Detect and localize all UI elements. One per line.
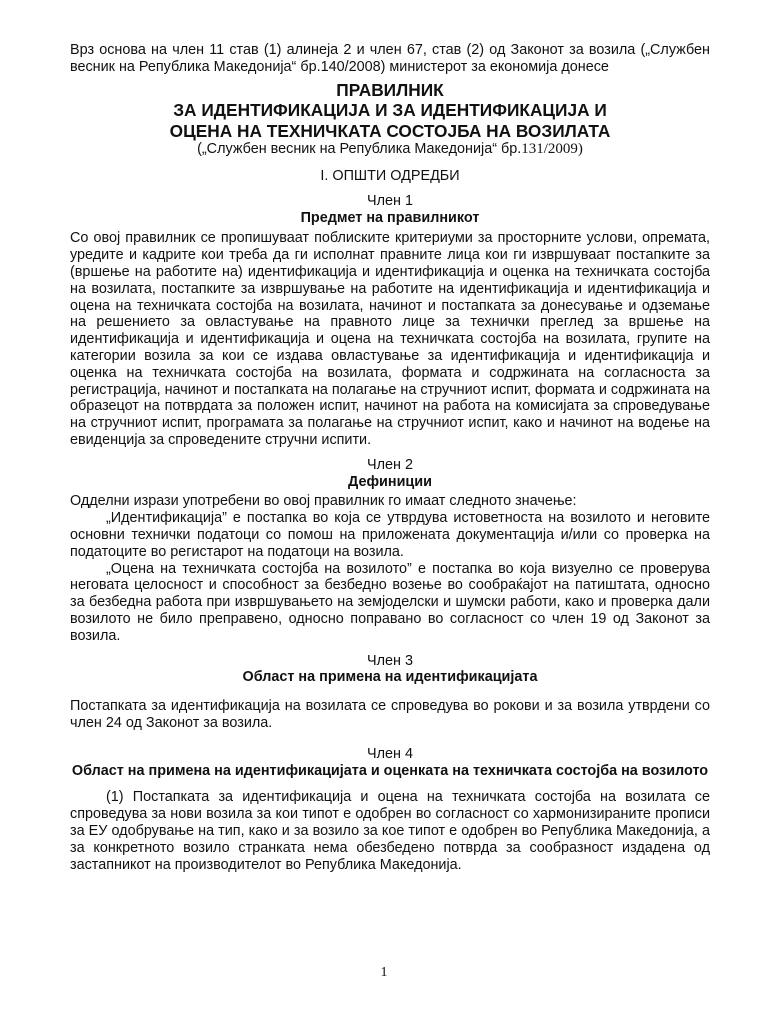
title-line-3: ОЦЕНА НА ТЕХНИЧКАТА СОСТОЈБА НА ВОЗИЛАТА <box>169 120 611 141</box>
gazette-prefix: („Службен весник на Република Македонија“ бр. <box>197 141 522 158</box>
gazette-reference <box>70 141 710 158</box>
article-1-title: Предмет на правилникот <box>300 209 480 226</box>
article-2-number: Член 2 <box>367 456 413 473</box>
section-heading: I. ОПШТИ ОДРЕДБИ <box>320 168 460 185</box>
article-1-paragraph: Со овој правилник се пропишуваат поблиските критериуми за просторните услови, опремата, уредите и кадрите кои треба да ги исполнат правните лица кои ги извршуваат постапките за (вршење на работите на) идентификација и идентификација и оценка на техничката состојба на возилата, постапките за извршување на работите на идентификација и идентификација и оцена на техничката состојба на возилата, начинот и постапката за донесување и одземање на решението за овластување на правното лице за технички преглед за вршење на идентификација и идентификација и оцена на техничката состојба на возилата, групите на категории возила за кои се издава овластување за идентификација и идентификација и оценка на техничката состојба на возилата, формата и содржината на согласноста за регистрација, начинот и постапката на полагање на стручниот испит, формата и содржината на образецот на потврдата за положен испит, начинот на работа на комисијата за спроведување на стручниот испит, програмата за полагање на стручниот испит, како и начинот на водење на евиденција за спроведените стручни испити. <box>70 230 711 449</box>
article-4-paragraph-1: (1) Постапката за идентификација и оцена на техничката состојба на возилата се спроведува за нови возила за кои типот е одобрен во согласност со хармонизираните прописи за ЕУ одобрување на тип, како и за возило за кое типот е одобрен во Република Македонија, а за конкретното возило странката нема обезбедено потврда за сообразност издадена од застапникот на производителот во Република Македонија. <box>70 789 710 873</box>
article-3-title: Област на примена на идентификацијата <box>242 669 538 686</box>
preamble-text: Врз основа на член 11 став (1) алинеја 2 и член 67, став (2) од Законот за возила („Службен весник на Република Македонија“ бр.140/2008) министерот за економија донесе <box>70 42 710 75</box>
page-number: 1 <box>380 965 388 980</box>
article-2-definition-identification: „Идентификација” е постапка во која се утврдува истоветноста на возилото и неговите основни технички податоци со помош на приложената документација и/или со проверка на податоците во регистарот на податоци на возила. <box>70 510 710 560</box>
article-1-number: Член 1 <box>367 192 413 209</box>
title-line-2: ЗА ИДЕНТИФИКАЦИЈА И ЗА ИДЕНТИФИКАЦИЈА И <box>173 100 607 121</box>
article-3-number: Член 3 <box>367 652 413 669</box>
article-4-title: Област на примена на идентификацијата и оценката на техничката состојба на возилото <box>71 762 709 779</box>
document-title <box>70 80 710 142</box>
article-2-title: Дефиниции <box>348 473 432 490</box>
article-2-definition-assessment: „Оцена на техничката состојба на возилото” е постапка во која визуелно се проверува неговата целосност и способност за безбедно возење во сообраќајот на патиштата, односно за безбедна работа при извршувањето на земјоделски и шумски работи, како и проверка дали возилото не било преправено, односно поправано во согласност со член 19 од Законот за возила. <box>70 560 710 644</box>
gazette-number: 131/2009) <box>521 141 583 158</box>
title-line-1: ПРАВИЛНИК <box>336 79 444 100</box>
article-4-number: Член 4 <box>367 745 413 762</box>
document-page <box>70 42 710 873</box>
article-2-intro: Одделни изрази употребени во овој правилник го имаат следното значење: <box>70 493 577 510</box>
article-3-paragraph: Постапката за идентификација на возилата се спроведува во рокови и за возила утврдени со член 24 од Законот за возила. <box>70 698 710 731</box>
